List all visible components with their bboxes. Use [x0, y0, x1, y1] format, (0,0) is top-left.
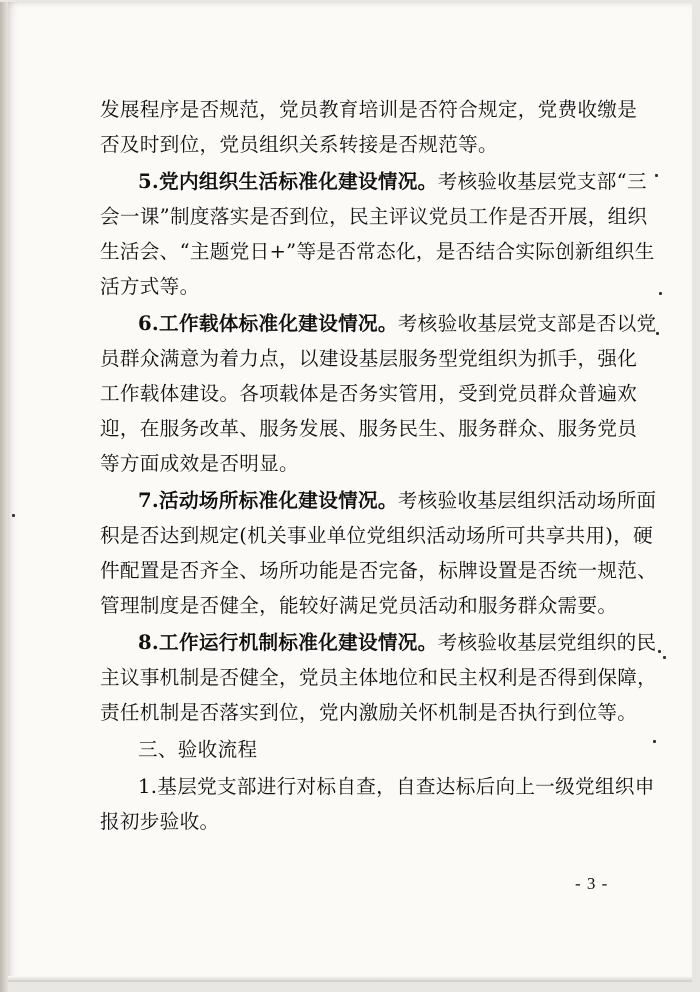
scan-speck [656, 332, 659, 335]
text-line: 工作载体建设。各项载体是否务实管用，受到党员群众普遍欢 [100, 382, 638, 405]
text-line: 管理制度是否健全，能较好满足党员活动和服务群众需要。 [100, 594, 618, 617]
text-line: 1.基层党支部进行对标自查，自查达标后向上一级党组织申 [138, 775, 655, 798]
text-line: 活方式等。 [100, 275, 200, 298]
text-line [100, 625, 657, 660]
page-number: - 3 - [575, 874, 609, 893]
text-line: 责任机制是否落实到位，党内激励关怀机制是否执行到位等。 [100, 701, 638, 724]
item-text: 考核验收基层组织活动场所面 [397, 489, 657, 512]
paragraph-step-1 [100, 769, 655, 839]
text-line: 生活会、“主题党日+”等是否常态化，是否结合实际创新组织生 [100, 240, 655, 263]
scan-speck [653, 740, 656, 743]
paragraph-item-8 [100, 625, 658, 730]
text-line: 报初步验收。 [100, 810, 220, 833]
section-heading [100, 732, 608, 767]
document-body [100, 92, 658, 841]
text-line: 主议事机制是否健全，党员主体地位和民主权利是否得到保障， [100, 666, 658, 689]
paragraph-continuation [100, 92, 638, 162]
text-line [100, 306, 657, 341]
section-title: 三、验收流程 [138, 738, 258, 761]
item-text: 考核验收基层党组织的民 [437, 631, 657, 654]
item-text: 考核验收基层党支部是否以党 [397, 312, 657, 335]
scan-speck [663, 656, 666, 659]
text-line [100, 164, 647, 199]
text-line [100, 483, 657, 518]
scan-bottom-edge [8, 976, 692, 982]
text-line: 发展程序是否规范，党员教育培训是否符合规定，党费收缴是 [100, 98, 638, 121]
scan-speck [655, 174, 658, 177]
text-line: 件配置是否齐全、场所功能是否完备，标牌设置是否统一规范、 [100, 559, 658, 582]
paragraph-item-7 [100, 483, 658, 623]
item-heading: 5.党内组织生活标准化建设情况。 [138, 170, 438, 193]
scan-left-edge [0, 2, 8, 992]
text-line: 迎，在服务改革、服务发展、服务民生、服务群众、服务党员 [100, 417, 638, 440]
scan-speck [12, 514, 15, 517]
text-line: 否及时到位，党员组织关系转接是否规范等。 [100, 133, 498, 156]
paragraph-item-5 [100, 164, 655, 304]
item-heading: 7.活动场所标准化建设情况。 [138, 489, 398, 512]
text-line: 等方面成效是否明显。 [100, 452, 299, 475]
text-line: 会一课”制度落实是否到位，民主评议党员工作是否开展，组织 [100, 205, 648, 228]
item-text: 考核验收基层党支部“三 [437, 170, 647, 193]
document-page [8, 2, 692, 982]
item-heading: 6.工作载体标准化建设情况。 [138, 312, 398, 335]
text-line: 积是否达到规定(机关事业单位党组织活动场所可共享共用)，硬 [100, 524, 654, 547]
text-line: 员群众满意为着力点，以建设基层服务型党组织为抓手，强化 [100, 347, 638, 370]
paragraph-item-6 [100, 306, 657, 481]
scan-speck [658, 650, 661, 653]
scan-speck [659, 292, 662, 295]
item-heading: 8.工作运行机制标准化建设情况。 [138, 631, 438, 654]
